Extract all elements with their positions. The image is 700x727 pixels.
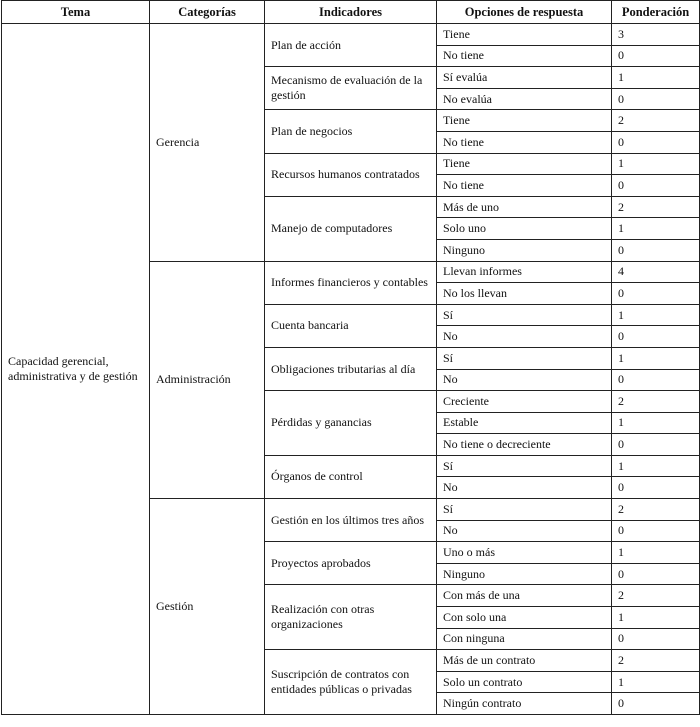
header-opciones: Opciones de respuesta — [437, 1, 612, 24]
option-cell: Con solo una — [437, 607, 612, 629]
weight-cell: 0 — [612, 628, 700, 650]
option-cell: Estable — [437, 412, 612, 434]
indicator-cell: Plan de acción — [265, 24, 437, 67]
weight-cell: 0 — [612, 131, 700, 153]
header-tema: Tema — [2, 1, 150, 24]
weight-cell: 4 — [612, 261, 700, 283]
weight-cell: 1 — [612, 347, 700, 369]
table-body — [2, 24, 700, 715]
weight-cell: 2 — [612, 391, 700, 413]
option-cell: Uno o más — [437, 542, 612, 564]
option-cell: Solo un contrato — [437, 671, 612, 693]
indicator-cell: Informes financieros y contables — [265, 261, 437, 304]
indicator-cell: Gestión en los últimos tres años — [265, 499, 437, 542]
option-cell: Con ninguna — [437, 628, 612, 650]
indicator-cell: Cuenta bancaria — [265, 304, 437, 347]
indicator-cell: Mecanismo de evaluación de la gestión — [265, 67, 437, 110]
option-cell: No — [437, 477, 612, 499]
indicator-cell: Manejo de computadores — [265, 196, 437, 261]
option-cell: No tiene — [437, 45, 612, 67]
category-cell: Administración — [150, 261, 265, 499]
option-cell: Sí evalúa — [437, 67, 612, 89]
indicator-cell: Obligaciones tributarias al día — [265, 347, 437, 390]
option-cell: Ninguno — [437, 239, 612, 261]
header-row — [2, 1, 700, 24]
option-cell: Sí — [437, 455, 612, 477]
weight-cell: 1 — [612, 671, 700, 693]
weight-cell: 2 — [612, 585, 700, 607]
weight-cell: 0 — [612, 283, 700, 305]
indicator-cell: Plan de negocios — [265, 110, 437, 153]
option-cell: No tiene — [437, 175, 612, 197]
option-cell: Creciente — [437, 391, 612, 413]
weight-cell: 2 — [612, 110, 700, 132]
weight-cell: 0 — [612, 369, 700, 391]
option-cell: No tiene o decreciente — [437, 434, 612, 456]
weight-cell: 1 — [612, 67, 700, 89]
weight-cell: 3 — [612, 24, 700, 46]
option-cell: Más de uno — [437, 196, 612, 218]
weight-cell: 0 — [612, 239, 700, 261]
option-cell: Sí — [437, 499, 612, 521]
weight-cell: 1 — [612, 304, 700, 326]
option-cell: Ningún contrato — [437, 693, 612, 715]
weight-cell: 1 — [612, 412, 700, 434]
weight-cell: 0 — [612, 477, 700, 499]
weight-cell: 0 — [612, 45, 700, 67]
weight-cell: 0 — [612, 563, 700, 585]
weight-cell: 0 — [612, 88, 700, 110]
option-cell: Llevan informes — [437, 261, 612, 283]
option-cell: Ninguno — [437, 563, 612, 585]
weight-cell: 0 — [612, 520, 700, 542]
option-cell: Sí — [437, 304, 612, 326]
option-cell: Más de un contrato — [437, 650, 612, 672]
weight-cell: 0 — [612, 326, 700, 348]
option-cell: No los llevan — [437, 283, 612, 305]
weight-cell: 0 — [612, 175, 700, 197]
weight-cell: 1 — [612, 607, 700, 629]
indicator-cell: Recursos humanos contratados — [265, 153, 437, 196]
weight-cell: 1 — [612, 153, 700, 175]
header-categorias: Categorías — [150, 1, 265, 24]
option-cell: Sí — [437, 347, 612, 369]
option-cell: Con más de una — [437, 585, 612, 607]
tema-cell: Capacidad gerencial, administrativa y de gestión — [2, 24, 150, 715]
indicator-cell: Realización con otras organizaciones — [265, 585, 437, 650]
indicator-table — [1, 0, 700, 715]
weight-cell: 2 — [612, 499, 700, 521]
weight-cell: 0 — [612, 434, 700, 456]
header-indicadores: Indicadores — [265, 1, 437, 24]
weight-cell: 1 — [612, 455, 700, 477]
option-cell: Tiene — [437, 153, 612, 175]
category-cell: Gestión — [150, 499, 265, 715]
weight-cell: 1 — [612, 218, 700, 240]
indicator-cell: Pérdidas y ganancias — [265, 391, 437, 456]
weight-cell: 2 — [612, 650, 700, 672]
option-cell: No — [437, 326, 612, 348]
weight-cell: 2 — [612, 196, 700, 218]
indicator-cell: Órganos de control — [265, 455, 437, 498]
header-ponderacion: Ponderación — [612, 1, 700, 24]
table-row — [2, 24, 700, 46]
option-cell: Solo uno — [437, 218, 612, 240]
option-cell: No evalúa — [437, 88, 612, 110]
option-cell: No — [437, 369, 612, 391]
indicator-cell: Proyectos aprobados — [265, 542, 437, 585]
indicator-cell: Suscripción de contratos con entidades públicas o privadas — [265, 650, 437, 715]
category-cell: Gerencia — [150, 24, 265, 262]
option-cell: No — [437, 520, 612, 542]
option-cell: Tiene — [437, 110, 612, 132]
weight-cell: 1 — [612, 542, 700, 564]
option-cell: Tiene — [437, 24, 612, 46]
weight-cell: 0 — [612, 693, 700, 715]
option-cell: No tiene — [437, 131, 612, 153]
